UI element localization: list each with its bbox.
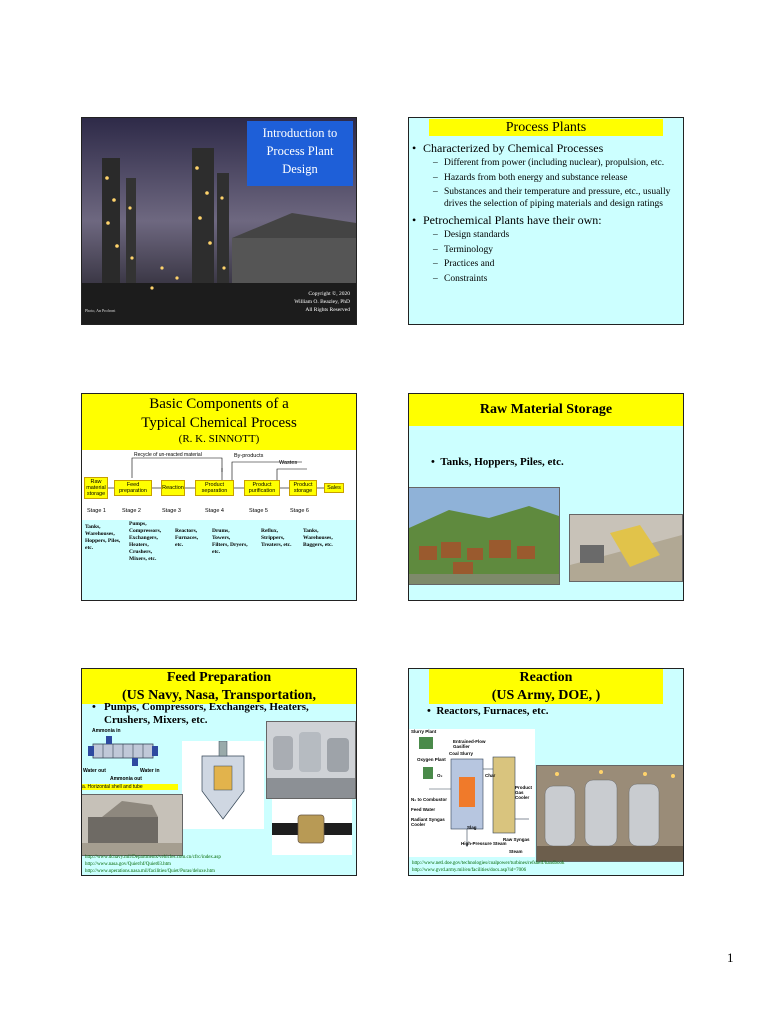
exchanger-label: Water in bbox=[140, 768, 160, 774]
source-url: http://www.netl.doe.gov/technologies/coalpower/turbines/refshelf/handbook bbox=[412, 861, 565, 866]
slide-reaction bbox=[408, 668, 684, 876]
sub-bullet-item: – Constraints bbox=[433, 274, 677, 286]
component-list: Tanks, Warehouses, Hoppers, Piles, etc. bbox=[85, 524, 121, 551]
vessel-cutaway-diagram bbox=[182, 741, 264, 829]
heat-exchanger-diagram bbox=[82, 728, 178, 794]
valve-pipe-image bbox=[272, 799, 352, 855]
copyright-line: All Rights Reserved bbox=[305, 307, 350, 313]
exchanger-label: Water out bbox=[83, 768, 106, 774]
component-list: Reflux, Strippers, Treaters, etc. bbox=[261, 528, 292, 548]
reactor-vessels-photo bbox=[536, 765, 684, 862]
bullet-text: Reactors, Furnaces, etc. bbox=[436, 705, 549, 717]
box-raw-material-storage: Raw material storage bbox=[84, 477, 108, 499]
diagram-label: Oxygen Plant bbox=[417, 757, 446, 762]
slide-process-plants bbox=[408, 117, 684, 325]
diagram-label: Entrained-Flow Gasifier bbox=[453, 739, 486, 749]
copyright-notice bbox=[294, 290, 350, 314]
mixer-tanks-photo bbox=[266, 721, 356, 799]
bullet-item bbox=[412, 213, 677, 285]
slide-title: Raw Material Storage bbox=[409, 394, 683, 426]
exchanger-label: Ammonia out bbox=[110, 776, 142, 782]
title-line: Typical Chemical Process bbox=[141, 415, 297, 431]
byproducts-label: By-products bbox=[234, 453, 264, 459]
diagram-label: Char bbox=[485, 773, 496, 778]
photo-credit: Photo, An Profront bbox=[85, 308, 116, 313]
wastes-label: Wastes bbox=[279, 460, 298, 466]
bullet-text: Characterized by Chemical Processes bbox=[423, 141, 604, 155]
title-line: Feed Preparation bbox=[166, 670, 272, 685]
slide-title bbox=[82, 669, 356, 704]
diagram-label: O₂ bbox=[437, 773, 443, 778]
title-line: Reaction bbox=[519, 670, 573, 685]
source-url: http://www.dcnavy.mil/Departments/vehicles.com.cn/cfrc/index.asp bbox=[85, 855, 221, 860]
copyright-line: Copyright ©, 2020 bbox=[308, 291, 350, 297]
hopper-photo bbox=[569, 514, 683, 582]
exchanger-label: Ammonia in bbox=[92, 728, 121, 734]
source-url: http://www.operations.nasa.mil/facilities/Quiet/Puras/deluxe.htm bbox=[85, 869, 215, 874]
slide-raw-material-storage bbox=[408, 393, 684, 601]
bullet-text: Pumps, Compressors, Exchangers, Heaters, Crushers, Mixers, etc. bbox=[104, 701, 309, 726]
component-list: Reactors, Furnaces, etc. bbox=[175, 528, 199, 548]
bullet-item bbox=[412, 141, 677, 210]
box-feed-preparation: Feed preparation bbox=[114, 480, 152, 496]
title-line: (US Army, DOE, ) bbox=[491, 688, 601, 703]
diagram-label: Coal Slurry bbox=[449, 751, 474, 756]
slide-basic-components bbox=[81, 393, 357, 601]
stage-label: Stage 3 bbox=[162, 508, 181, 514]
slide-intro bbox=[81, 117, 357, 325]
gasifier-diagram bbox=[409, 729, 535, 857]
title-line: Basic Components of a bbox=[149, 396, 289, 412]
intro-title-line: Design bbox=[282, 162, 318, 176]
source-url: http://www.gvrd.army.mil/en/facilities/docs.asp?id=7006 bbox=[412, 868, 527, 873]
bullet-list bbox=[412, 138, 677, 285]
intro-title-line: Introduction to bbox=[262, 126, 338, 140]
component-list: Drums, Towers, Filters, Dryers, etc. bbox=[212, 528, 248, 555]
title-line: (US Navy, Nasa, Transportation, bbox=[122, 688, 316, 703]
box-product-storage: Product storage bbox=[289, 480, 317, 496]
bullet-item: • Reactors, Furnaces, etc. bbox=[427, 705, 549, 717]
box-sales: Sales bbox=[324, 483, 344, 493]
slide-title bbox=[429, 669, 663, 704]
box-product-purification: Product purification bbox=[244, 480, 280, 496]
sub-bullet-item: – Different from power (including nuclear), propulsion, etc. bbox=[433, 158, 677, 170]
intro-title-line: Process Plant bbox=[266, 144, 334, 158]
diagram-label: Steam bbox=[509, 849, 523, 854]
diagram-label: N₂ to Combustor bbox=[411, 797, 447, 802]
bullet-item: • Tanks, Hoppers, Piles, etc. bbox=[431, 456, 564, 468]
bullet-text: Tanks, Hoppers, Piles, etc. bbox=[440, 456, 564, 468]
diagram-label: Product Gas Cooler bbox=[515, 785, 533, 800]
page-number: 1 bbox=[727, 950, 734, 965]
box-product-separation: Product separation bbox=[195, 480, 234, 496]
diagram-label: Raw Syngas bbox=[503, 837, 530, 842]
box-reaction: Reaction bbox=[161, 480, 185, 496]
stage-label: Stage 6 bbox=[290, 508, 309, 514]
bullet-text: Petrochemical Plants have their own: bbox=[423, 213, 602, 227]
stage-label: Stage 1 bbox=[87, 508, 106, 514]
component-list: Tanks, Warehouses, Baggers, etc. bbox=[303, 528, 333, 548]
exchanger-drawing bbox=[88, 736, 158, 766]
stage-label: Stage 4 bbox=[205, 508, 224, 514]
exchanger-caption: a. Horizontal shell and tube bbox=[82, 784, 178, 790]
slide-feed-preparation bbox=[81, 668, 357, 876]
diagram-label: Slurry Plant bbox=[411, 729, 437, 734]
component-list: Pumps, Compressors, Exchangers, Heaters, Crushers, Mixers, etc. bbox=[129, 521, 162, 562]
subtitle: (R. K. SINNOTT) bbox=[178, 433, 260, 445]
stage-label: Stage 5 bbox=[249, 508, 268, 514]
process-flow-diagram bbox=[82, 450, 356, 520]
sub-bullet-item: – Practices and bbox=[433, 259, 677, 271]
diagram-label: Slag bbox=[467, 825, 477, 830]
slide-title: Process Plants bbox=[429, 119, 663, 136]
diagram-label: High-Pressure Steam bbox=[461, 841, 507, 846]
intro-title-box bbox=[247, 121, 353, 186]
sub-bullet-item: – Design standards bbox=[433, 230, 677, 242]
bullet-item: • Pumps, Compressors, Exchangers, Heaters, Crushers, Mixers, etc. bbox=[92, 701, 348, 727]
sub-bullet-item: – Terminology bbox=[433, 245, 677, 257]
source-url: http://www.nasa.gov/Quiet/hf/Quiet03.htm bbox=[85, 862, 171, 867]
slide-title bbox=[82, 394, 356, 451]
sub-bullet-item: – Substances and their temperature and pressure, etc., usually drives the selection of piping materials and design ratings bbox=[433, 187, 677, 210]
recycle-label: Recycle of un-reacted material bbox=[134, 452, 202, 458]
crusher-photo bbox=[81, 794, 183, 856]
diagram-label: Feed Water bbox=[411, 807, 436, 812]
copyright-line: William O. Beazley, PhD bbox=[294, 299, 350, 305]
stage-label: Stage 2 bbox=[122, 508, 141, 514]
diagram-label: Radiant Syngas Cooler bbox=[411, 817, 445, 827]
sub-bullet-item: – Hazards from both energy and substance release bbox=[433, 173, 677, 185]
tank-farm-photo bbox=[408, 487, 560, 585]
